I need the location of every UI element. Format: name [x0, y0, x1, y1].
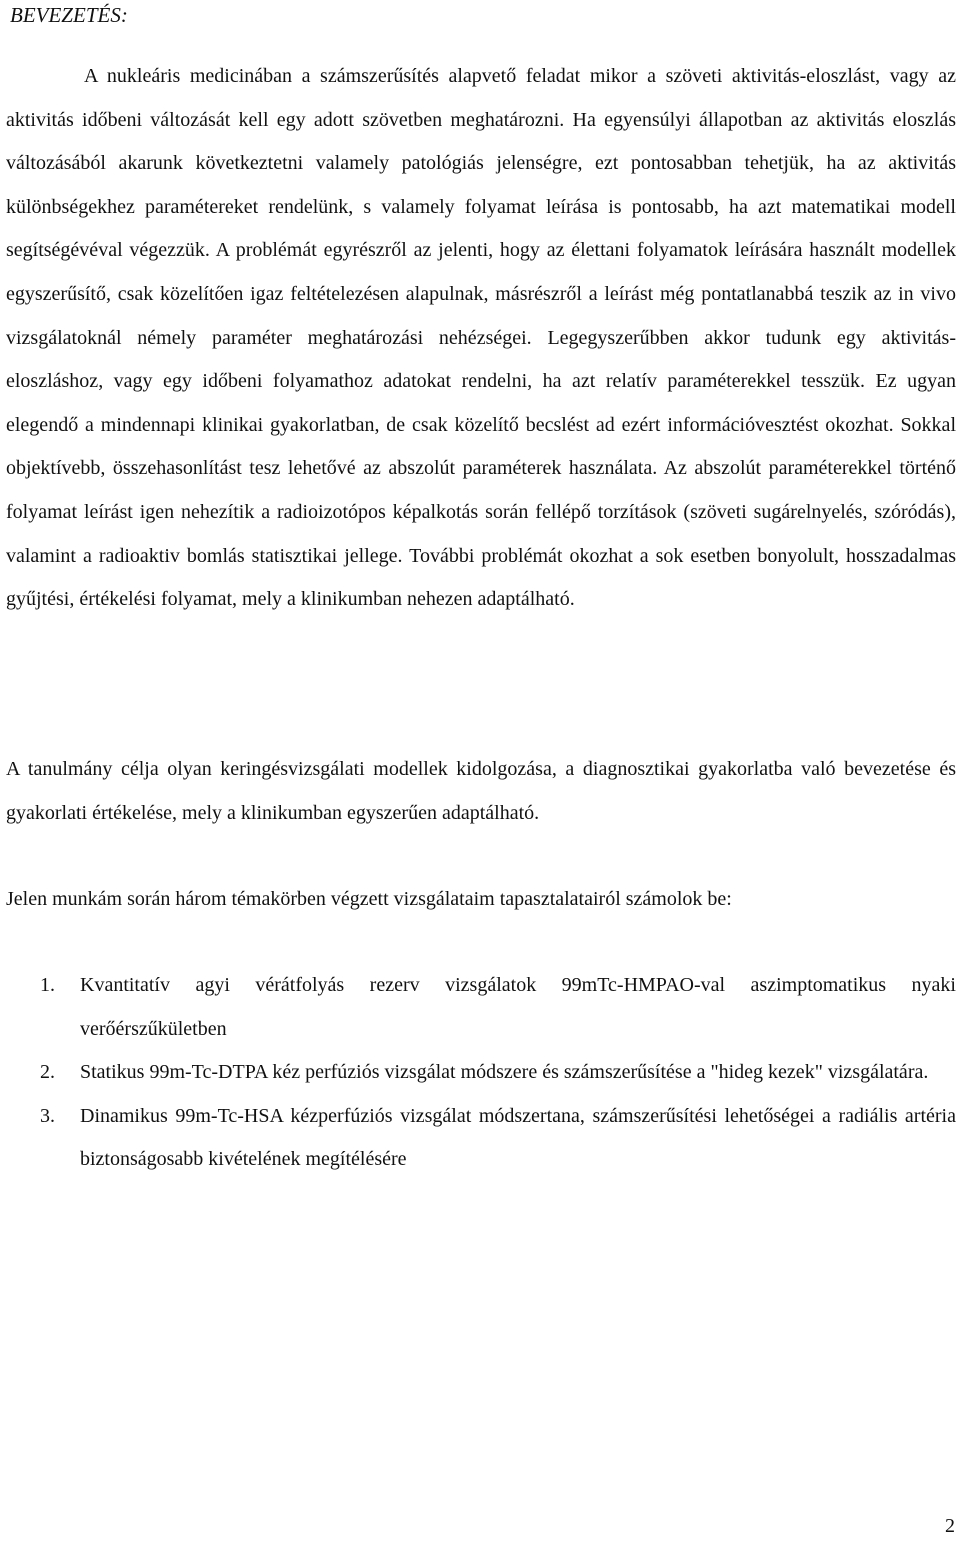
aim-paragraph: A tanulmány célja olyan keringésvizsgálati modellek kidolgozása, a diagnosztikai gyakorlatba való bevezetése és gyakorlati értékelése, mely a klinikumban egyszerűen adaptálható. [6, 758, 956, 824]
section-heading: BEVEZETÉS: [10, 3, 128, 27]
topic-item [0, 1051, 956, 1095]
topic-item [0, 1095, 956, 1182]
topic-number: 1. [40, 974, 55, 996]
intro-paragraph-text: A nukleáris medicinában a számszerűsítés alapvető feladat mikor a szöveti aktivitás-eloszlást, vagy az aktivitás időbeni változását kell egy adott szövetben meghatározni. Ha egyensúlyi állapotban az aktivitás eloszlás változásából akarunk következtetni valamely patológiás jelenségre, ezt pontosabban tehetjük, ha az aktivitás különbségekhez paramétereket rendelünk, s valamely folyamat leírása is pontosabb, ha azt matematikai modell segítségévéval végezzük. A problémát egyrészről az jelenti, hogy az élettani folyamatok leírására használt modellek egyszerűsítő, csak közelítően igaz feltételezésen alapulnak, másrészről a leírást még pontatlanabbá teszik az in vivo vizsgálatoknál némely paraméter meghatározási nehézségei. Legegyszerűbben akkor tudunk egy aktivitás-eloszláshoz, vagy egy időbeni folyamathoz adatokat rendelni, ha azt relatív paraméterekkel tesszük. Ez ugyan elegendő a mindennapi klinikai gyakorlatban, de csak közelítő becslést ad ezért információvesztést okozhat. Sokkal objektívebb, összehasonlítást tesz lehetővé az abszolút paraméterek használata. Az abszolút paraméterekkel történő folyamat leírást igen nehezítik a radioizotópos képalkotás során fellépő torzítások (szöveti sugárelnyelés, szóródás), valamint a radioaktiv bomlás statisztikai jellege. További problémát okozhat a sok esetben bonyolult, hosszadalmas gyűjtési, értékelési folyamat, mely a klinikumban nehezen adaptálható. [6, 65, 956, 611]
topic-list [0, 964, 960, 1182]
topic-text: Statikus 99m-Tc-DTPA kéz perfúziós vizsgálat módszere és számszerűsítése a "hideg kezek" vizsgálatára. [80, 1061, 929, 1084]
topic-number: 2. [40, 1061, 55, 1084]
topic-number: 3. [40, 1104, 55, 1127]
intro-paragraph [6, 55, 956, 622]
page-number: 2 [945, 1515, 955, 1537]
topic-text: Kvantitatív agyi vérátfolyás rezerv vizsgálatok 99mTc-HMPAO-val aszimptomatikus nyaki verőérszűkületben [80, 974, 956, 1040]
work-intro-paragraph: Jelen munkám során három témakörben végzett vizsgálataim tapasztalatairól számolok be: [6, 888, 732, 910]
topic-item [0, 964, 956, 1051]
topic-text: Dinamikus 99m-Tc-HSA kézperfúziós vizsgálat módszertana, számszerűsítési lehetőségei a radiális artéria biztonságosabb kivételének megítélésére [80, 1104, 956, 1171]
